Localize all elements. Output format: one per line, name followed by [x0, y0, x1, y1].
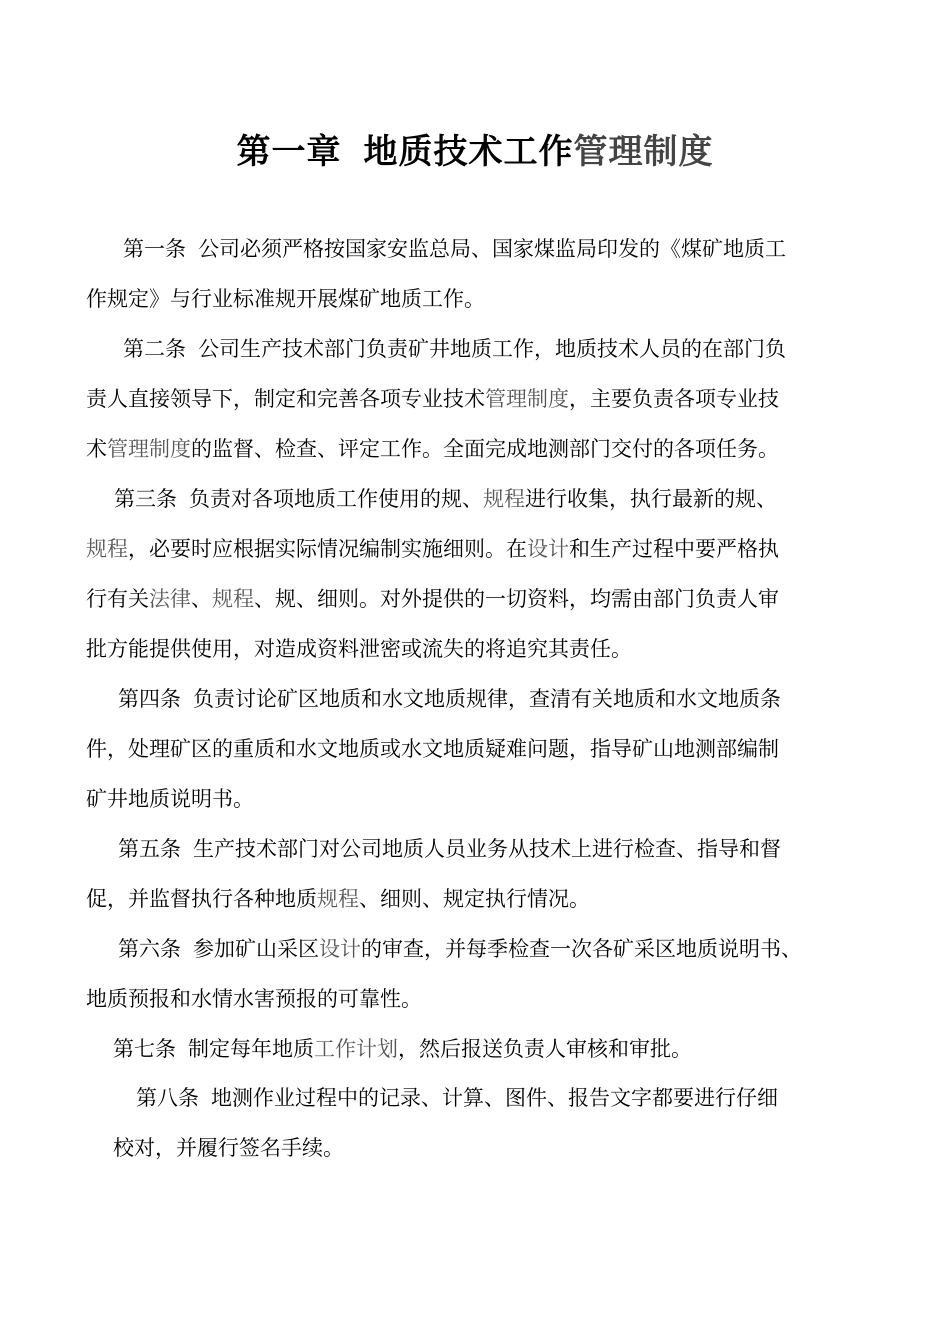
article-3-line-2: [86, 534, 779, 564]
article-text: 术: [86, 437, 107, 461]
article-number: 第三条: [114, 487, 177, 511]
highlighted-term: 设计: [527, 537, 569, 561]
article-text: 地质预报和水情水害预报的可靠性。: [86, 987, 422, 1011]
highlighted-term: 规程: [86, 537, 128, 561]
article-2-line-3: [86, 434, 779, 464]
article-8-line-1: [136, 1083, 778, 1113]
article-text: ，必要时应根据实际情况编制实施细则。在: [128, 537, 527, 561]
article-8-line-2: [113, 1133, 344, 1163]
article-text: 、规、细则。对外提供的一切资料，均需由部门负责人审: [254, 587, 779, 611]
highlighted-term: 管理制度: [107, 437, 191, 461]
article-number: 第七条: [113, 1037, 176, 1061]
article-4-line-2: [86, 734, 779, 764]
article-4-line-1: [118, 684, 781, 714]
article-6-line-2: [86, 984, 422, 1014]
article-text: ，然后报送负责人审核和审批。: [398, 1037, 692, 1061]
article-2-line-1: [123, 334, 786, 364]
article-text: 矿井地质说明书。: [86, 787, 254, 811]
highlighted-term: 工作计划: [314, 1037, 398, 1061]
article-text: 、: [191, 587, 212, 611]
article-1-line-1: [123, 234, 786, 264]
article-text: 的审查，并每季检查一次各矿采区地质说明书、: [361, 937, 802, 961]
article-text: 批方能提供使用，对造成资料泄密或流失的将追究其责任。: [86, 637, 632, 661]
highlighted-term: 规程: [317, 887, 359, 911]
article-text: 行有关: [86, 587, 149, 611]
highlighted-term: 规程: [212, 587, 254, 611]
article-text: 公司必须严格按国家安监总局、国家煤监局印发的《煤矿地质工: [198, 237, 786, 261]
article-text: 生产技术部门对公司地质人员业务从技术上进行检查、指导和督: [193, 837, 781, 861]
article-6-line-1: [118, 934, 802, 964]
article-3-line-3: [86, 584, 779, 614]
highlighted-term: 法律: [149, 587, 191, 611]
article-5-line-1: [118, 834, 781, 864]
article-number: 第八条: [136, 1086, 199, 1110]
article-text: 公司生产技术部门负责矿井地质工作，地质技术人员的在部门负: [198, 337, 786, 361]
article-7-line-1: [113, 1034, 692, 1064]
article-text: 校对，并履行签名手续。: [113, 1136, 344, 1160]
article-text: 、细则、规定执行情况。: [359, 887, 590, 911]
article-text: 参加矿山采区: [193, 937, 319, 961]
article-text: 制定每年地质: [188, 1037, 314, 1061]
article-text: 和生产过程中要严格执: [569, 537, 779, 561]
article-number: 第四条: [118, 687, 181, 711]
chapter-title: [0, 126, 950, 178]
article-text: 负责对各项地质工作使用的规、: [189, 487, 483, 511]
article-text: 的监督、检查、评定工作。全面完成地测部门交付的各项任务。: [191, 437, 779, 461]
chapter-title-highlight: 管理制度: [573, 132, 714, 172]
article-3-line-1: [114, 484, 777, 514]
article-3-line-4: [86, 634, 632, 664]
highlighted-term: 设计: [319, 937, 361, 961]
article-number: 第二条: [123, 337, 186, 361]
article-text: 件，处理矿区的重质和水文地质或水文地质疑难问题，指导矿山地测部编制: [86, 737, 779, 761]
article-1-line-2: [86, 284, 485, 314]
article-text: 负责讨论矿区地质和水文地质规律，查清有关地质和水文地质条: [193, 687, 781, 711]
article-text: 促，并监督执行各种地质: [86, 887, 317, 911]
article-number: 第一条: [123, 237, 186, 261]
article-4-line-3: [86, 784, 254, 814]
article-text: ，主要负责各项专业技: [569, 387, 779, 411]
article-5-line-2: [86, 884, 590, 914]
article-number: 第五条: [118, 837, 181, 861]
article-2-line-2: [86, 384, 779, 414]
chapter-title-main: 地质技术工作: [363, 132, 574, 172]
article-text: 进行收集，执行最新的规、: [525, 487, 777, 511]
article-text: 地测作业过程中的记录、计算、图件、报告文字都要进行仔细: [211, 1086, 778, 1110]
highlighted-term: 规程: [483, 487, 525, 511]
article-text: 作规定》与行业标准规开展煤矿地质工作。: [86, 287, 485, 311]
chapter-number: 第一章: [236, 132, 342, 172]
highlighted-term: 管理制度: [485, 387, 569, 411]
article-text: 责人直接领导下，制定和完善各项专业技术: [86, 387, 485, 411]
article-number: 第六条: [118, 937, 181, 961]
